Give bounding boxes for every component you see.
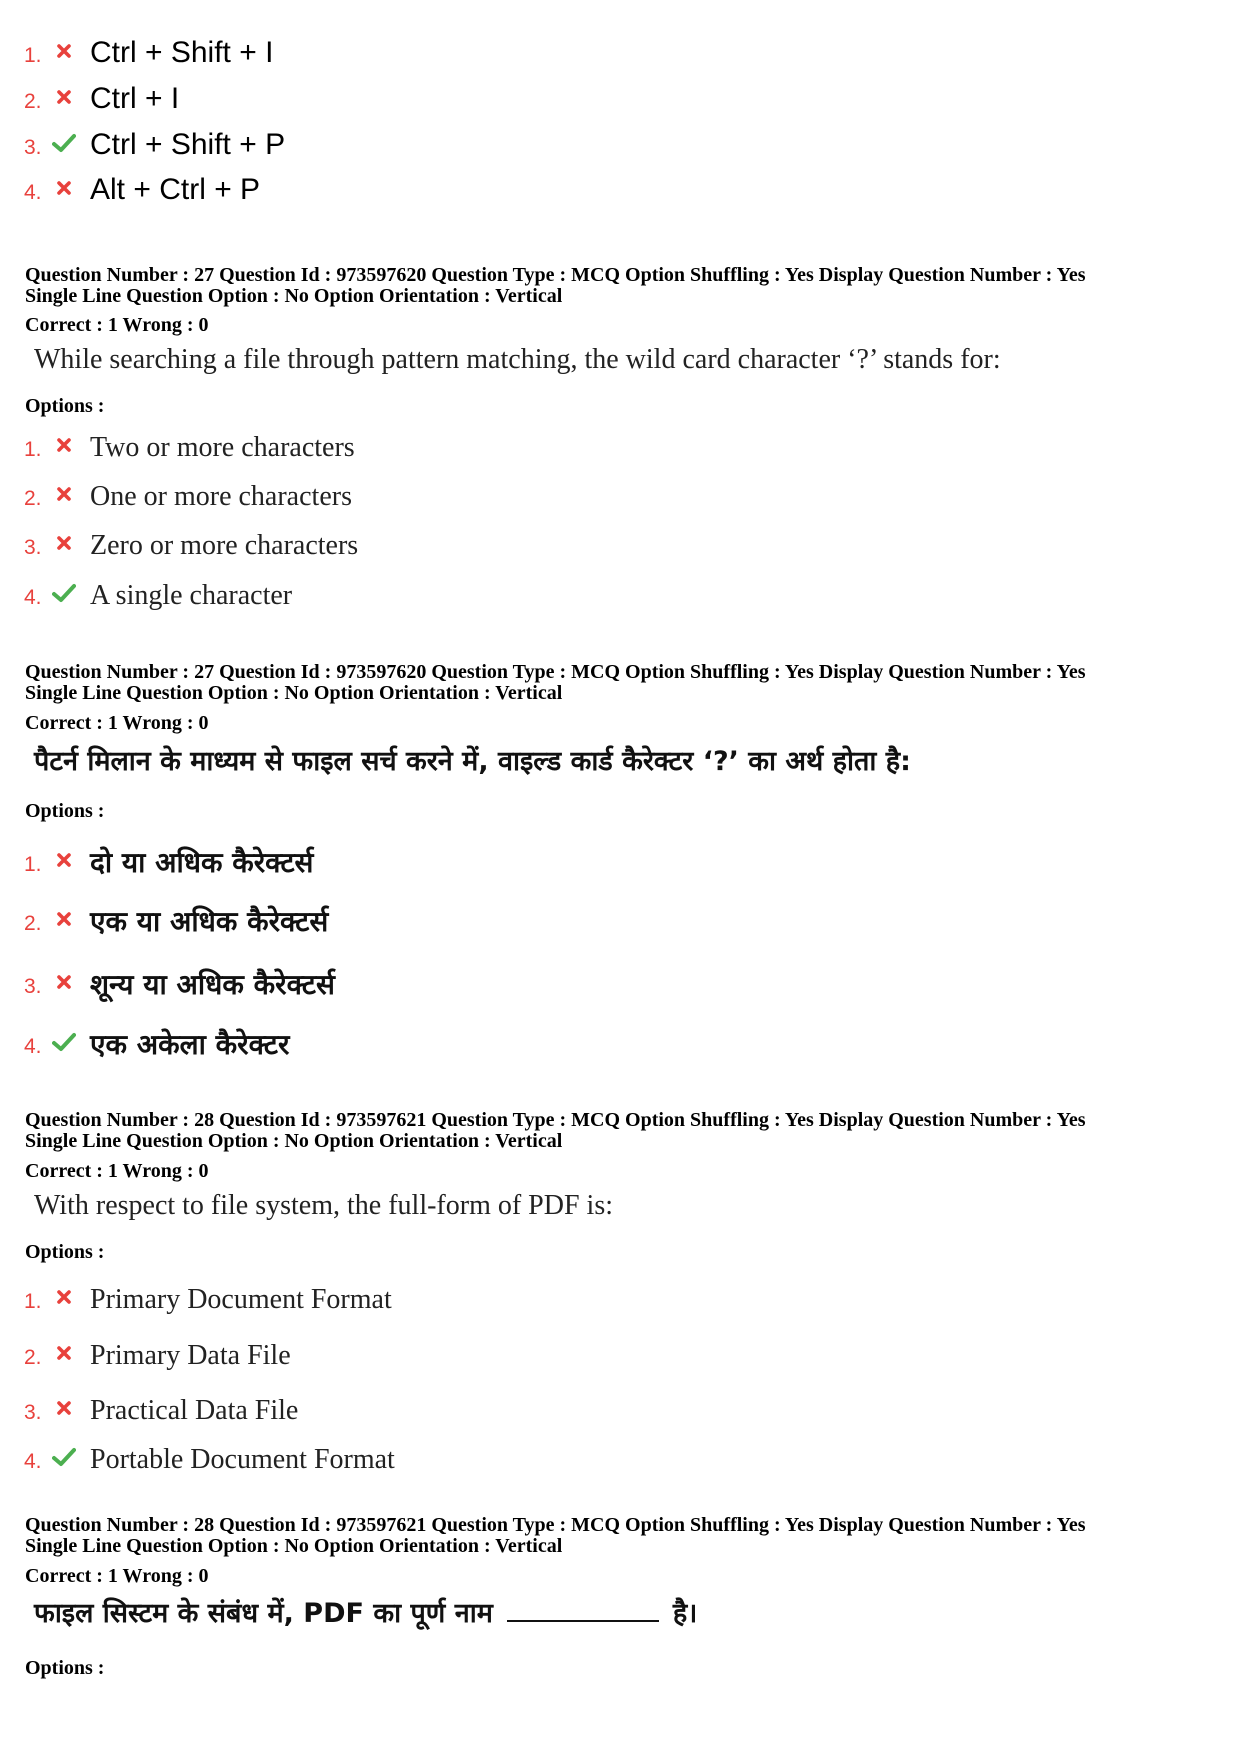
options-label: Options : [25,1657,105,1679]
option-text: Primary Document Format [90,1284,392,1315]
option-number: 1. [24,44,42,67]
option-number: 3. [24,975,42,998]
option-text: Two or more characters [90,432,355,463]
option-text: Primary Data File [90,1340,291,1371]
question-text-after-blank: है। [672,1598,698,1629]
correct-wrong-marks: Correct : 1 Wrong : 0 [25,1160,209,1182]
option-number: 2. [24,1346,42,1369]
option-text: Ctrl + Shift + I [90,36,274,69]
options-label: Options : [25,1241,105,1263]
question-text [34,1600,697,1627]
option-row [24,1381,298,1425]
option-row [24,1326,291,1370]
option-text: Ctrl + I [90,82,180,115]
question-text: पैटर्न मिलान के माध्यम से फाइल सर्च करने में, वाइल्ड कार्ड कैरेक्टर ‘?’ का अर्थ होता है: [34,746,911,777]
meta-line: Single Line Question Option : No Option Orientation : Vertical [25,1535,563,1557]
option-row [24,1270,392,1314]
meta-line: Single Line Question Option : No Option Orientation : Vertical [25,1130,563,1152]
option-number: 4. [24,181,42,204]
option-row [24,70,179,114]
option-number: 4. [24,1450,42,1473]
option-text: A single character [90,580,293,611]
meta-line: Question Number : 28 Question Id : 973597621 Question Type : MCQ Option Shuffling : Yes Display Question Number : Yes [25,1109,1086,1131]
meta-line: Question Number : 28 Question Id : 973597621 Question Type : MCQ Option Shuffling : Yes Display Question Number : Yes [25,1514,1086,1536]
question-meta [25,1515,1085,1557]
question-meta [25,265,1085,307]
option-number: 3. [24,136,42,159]
fill-in-blank-line [507,1620,659,1622]
cross-icon [48,84,80,114]
meta-line: Single Line Question Option : No Option Orientation : Vertical [25,285,563,307]
option-number: 2. [24,90,42,113]
option-text: Portable Document Format [90,1444,395,1475]
cross-icon [48,969,80,999]
question-meta [25,1110,1085,1152]
check-icon [48,580,80,610]
option-number: 1. [24,853,42,876]
option-row [24,24,273,68]
option-text: Zero or more characters [90,530,359,561]
option-row [24,467,352,511]
option-number: 1. [24,438,42,461]
option-row [24,955,335,999]
option-row [24,161,260,205]
correct-wrong-marks: Correct : 1 Wrong : 0 [25,712,209,734]
cross-icon [48,847,80,877]
question-meta [25,662,1085,704]
cross-icon [48,38,80,68]
options-label: Options : [25,395,105,417]
option-row [24,566,292,610]
check-icon [48,1444,80,1474]
cross-icon [48,432,80,462]
check-icon [48,1029,80,1059]
option-text: शून्य या अधिक कैरेक्टर्स [90,968,335,1001]
cross-icon [48,530,80,560]
option-text: एक या अधिक कैरेक्टर्स [90,905,329,938]
option-text: दो या अधिक कैरेक्टर्स [90,846,314,879]
correct-wrong-marks: Correct : 1 Wrong : 0 [25,1565,209,1587]
question-text: With respect to file system, the full-form of PDF is: [34,1190,614,1221]
option-row [24,1430,395,1474]
option-number: 2. [24,487,42,510]
option-row [24,892,328,936]
cross-icon [48,175,80,205]
options-label: Options : [25,800,105,822]
cross-icon [48,481,80,511]
check-icon [48,130,80,160]
option-number: 4. [24,586,42,609]
cross-icon [48,1284,80,1314]
meta-line: Question Number : 27 Question Id : 973597620 Question Type : MCQ Option Shuffling : Yes Display Question Number : Yes [25,661,1086,683]
cross-icon [48,906,80,936]
option-number: 3. [24,536,42,559]
cross-icon [48,1340,80,1370]
cross-icon [48,1395,80,1425]
option-row [24,418,355,462]
option-row [24,516,358,560]
meta-line: Single Line Question Option : No Option Orientation : Vertical [25,682,563,704]
option-text: Alt + Ctrl + P [90,173,261,206]
option-number: 3. [24,1401,42,1424]
option-number: 2. [24,912,42,935]
question-text-before-blank: फाइल सिस्टम के संबंध में, PDF का पूर्ण नाम [34,1598,493,1629]
option-row [24,1015,289,1059]
correct-wrong-marks: Correct : 1 Wrong : 0 [25,314,209,336]
option-number: 4. [24,1035,42,1058]
option-row [24,116,285,160]
meta-line: Question Number : 27 Question Id : 973597620 Question Type : MCQ Option Shuffling : Yes Display Question Number : Yes [25,264,1086,286]
option-row [24,833,313,877]
option-text: एक अकेला कैरेक्टर [90,1028,290,1061]
option-text: One or more characters [90,481,352,512]
option-text: Practical Data File [90,1395,299,1426]
option-number: 1. [24,1290,42,1313]
question-text: While searching a file through pattern matching, the wild card character ‘?’ stands for: [34,344,1001,375]
option-text: Ctrl + Shift + P [90,128,286,161]
